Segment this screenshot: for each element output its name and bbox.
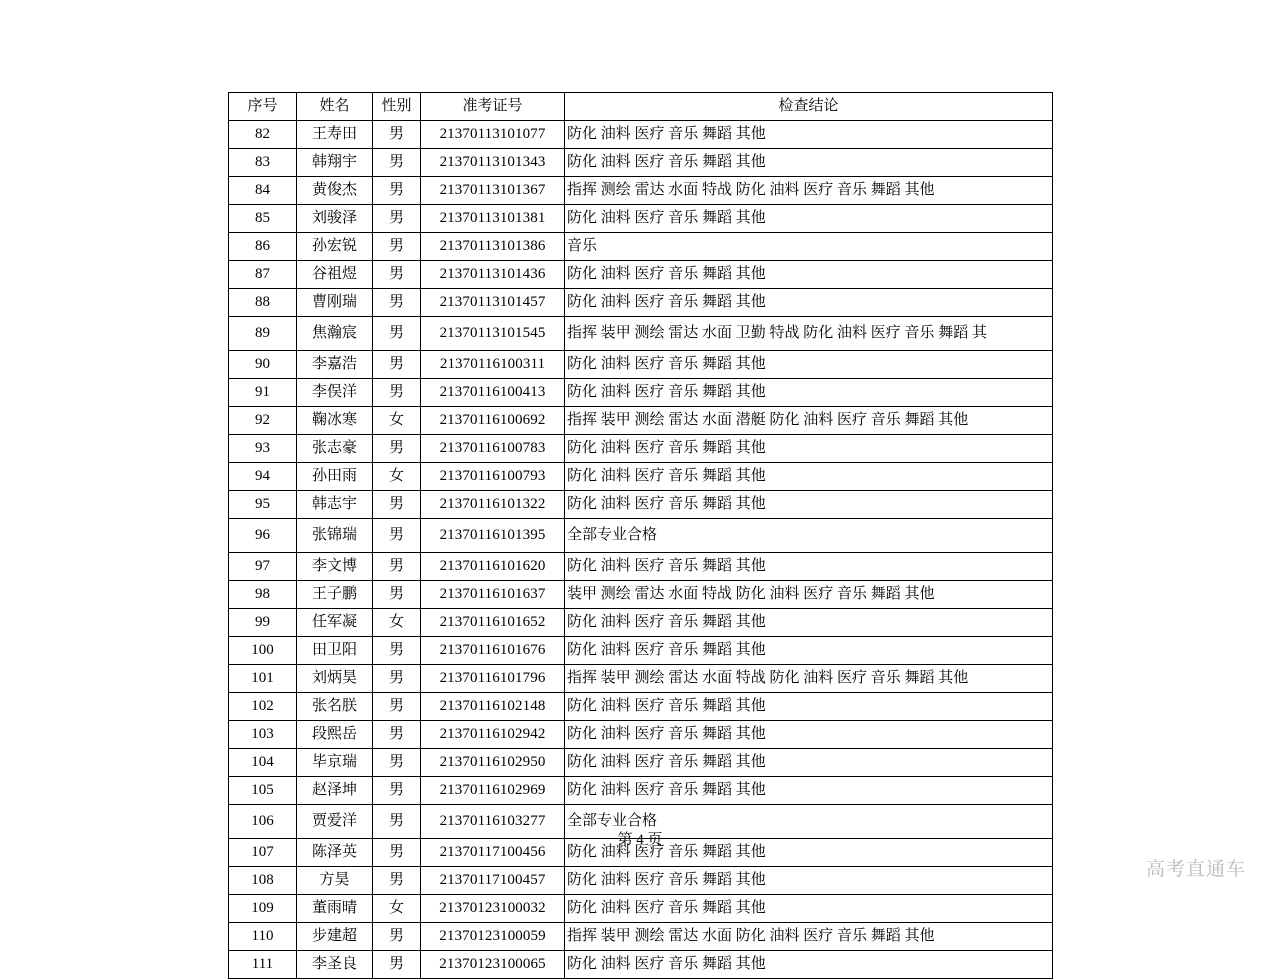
table-row [229, 777, 1053, 805]
cell-name: 张志豪 [297, 435, 373, 463]
cell-name: 李嘉浩 [297, 351, 373, 379]
cell-sex: 男 [373, 951, 421, 979]
cell-name: 黄俊杰 [297, 177, 373, 205]
table-row [229, 749, 1053, 777]
cell-ticket: 21370117100456 [421, 839, 565, 867]
cell-ticket: 21370113101436 [421, 261, 565, 289]
table-row [229, 379, 1053, 407]
cell-sex: 女 [373, 463, 421, 491]
cell-conclusion: 防化 油料 医疗 音乐 舞蹈 其他 [565, 289, 1053, 317]
cell-sex: 男 [373, 435, 421, 463]
cell-conclusion: 防化 油料 医疗 音乐 舞蹈 其他 [565, 379, 1053, 407]
cell-conclusion: 防化 油料 医疗 音乐 舞蹈 其他 [565, 261, 1053, 289]
cell-name: 段熙岳 [297, 721, 373, 749]
cell-index: 92 [229, 407, 297, 435]
cell-ticket: 21370116101620 [421, 553, 565, 581]
cell-conclusion: 防化 油料 医疗 音乐 舞蹈 其他 [565, 693, 1053, 721]
cell-name: 韩志宇 [297, 491, 373, 519]
column-header-conclusion: 检查结论 [565, 93, 1053, 121]
cell-sex: 男 [373, 519, 421, 553]
cell-ticket: 21370116100311 [421, 351, 565, 379]
table-row [229, 895, 1053, 923]
table-row [229, 261, 1053, 289]
cell-name: 步建超 [297, 923, 373, 951]
table-row [229, 693, 1053, 721]
cell-name: 方昊 [297, 867, 373, 895]
cell-ticket: 21370116102942 [421, 721, 565, 749]
cell-name: 曹刚瑞 [297, 289, 373, 317]
cell-conclusion: 防化 油料 医疗 音乐 舞蹈 其他 [565, 435, 1053, 463]
table-row [229, 637, 1053, 665]
cell-sex: 男 [373, 721, 421, 749]
cell-name: 刘骏泽 [297, 205, 373, 233]
cell-name: 毕京瑞 [297, 749, 373, 777]
cell-index: 97 [229, 553, 297, 581]
cell-sex: 男 [373, 805, 421, 839]
cell-sex: 男 [373, 637, 421, 665]
cell-index: 88 [229, 289, 297, 317]
cell-sex: 男 [373, 379, 421, 407]
cell-ticket: 21370116102969 [421, 777, 565, 805]
cell-sex: 男 [373, 149, 421, 177]
cell-name: 李圣良 [297, 951, 373, 979]
cell-name: 刘炳昊 [297, 665, 373, 693]
cell-conclusion: 防化 油料 医疗 音乐 舞蹈 其他 [565, 351, 1053, 379]
table-row [229, 121, 1053, 149]
table-row [229, 407, 1053, 435]
cell-ticket: 21370113101545 [421, 317, 565, 351]
cell-sex: 女 [373, 407, 421, 435]
watermark-text: 高考直通车 [1145, 859, 1246, 880]
cell-name: 赵泽坤 [297, 777, 373, 805]
cell-conclusion: 指挥 测绘 雷达 水面 特战 防化 油料 医疗 音乐 舞蹈 其他 [565, 177, 1053, 205]
column-header-ticket: 准考证号 [421, 93, 565, 121]
cell-index: 87 [229, 261, 297, 289]
cell-name: 张锦瑞 [297, 519, 373, 553]
table-header [229, 93, 1053, 121]
cell-ticket: 21370123100032 [421, 895, 565, 923]
column-header-name: 姓名 [297, 93, 373, 121]
cell-sex: 男 [373, 581, 421, 609]
cell-conclusion: 指挥 装甲 测绘 雷达 水面 防化 油料 医疗 音乐 舞蹈 其他 [565, 923, 1053, 951]
cell-name: 任军凝 [297, 609, 373, 637]
cell-name: 王寿田 [297, 121, 373, 149]
cell-sex: 男 [373, 665, 421, 693]
column-header-index: 序号 [229, 93, 297, 121]
cell-conclusion: 指挥 装甲 测绘 雷达 水面 潜艇 防化 油料 医疗 音乐 舞蹈 其他 [565, 407, 1053, 435]
cell-name: 孙田雨 [297, 463, 373, 491]
cell-index: 100 [229, 637, 297, 665]
cell-sex: 男 [373, 289, 421, 317]
cell-conclusion: 音乐 [565, 233, 1053, 261]
cell-conclusion: 防化 油料 医疗 音乐 舞蹈 其他 [565, 839, 1053, 867]
cell-sex: 男 [373, 777, 421, 805]
cell-index: 94 [229, 463, 297, 491]
cell-conclusion: 防化 油料 医疗 音乐 舞蹈 其他 [565, 553, 1053, 581]
cell-index: 95 [229, 491, 297, 519]
cell-ticket: 21370117100457 [421, 867, 565, 895]
table-row [229, 581, 1053, 609]
cell-index: 111 [229, 951, 297, 979]
table-row [229, 435, 1053, 463]
cell-conclusion: 防化 油料 医疗 音乐 舞蹈 其他 [565, 777, 1053, 805]
cell-sex: 男 [373, 205, 421, 233]
cell-name: 张名朕 [297, 693, 373, 721]
cell-conclusion: 防化 油料 医疗 音乐 舞蹈 其他 [565, 951, 1053, 979]
table-row [229, 609, 1053, 637]
table-row [229, 289, 1053, 317]
table-row [229, 665, 1053, 693]
cell-conclusion: 防化 油料 医疗 音乐 舞蹈 其他 [565, 491, 1053, 519]
column-header-sex: 性别 [373, 93, 421, 121]
cell-index: 104 [229, 749, 297, 777]
cell-index: 107 [229, 839, 297, 867]
cell-conclusion: 防化 油料 医疗 音乐 舞蹈 其他 [565, 749, 1053, 777]
cell-name: 王子鹏 [297, 581, 373, 609]
cell-name: 鞠冰寒 [297, 407, 373, 435]
cell-ticket: 21370116102950 [421, 749, 565, 777]
cell-conclusion: 装甲 测绘 雷达 水面 特战 防化 油料 医疗 音乐 舞蹈 其他 [565, 581, 1053, 609]
cell-name: 李文博 [297, 553, 373, 581]
cell-index: 89 [229, 317, 297, 351]
cell-index: 83 [229, 149, 297, 177]
cell-index: 96 [229, 519, 297, 553]
cell-ticket: 21370113101343 [421, 149, 565, 177]
table-header-row [229, 93, 1053, 121]
table-row [229, 317, 1053, 351]
cell-index: 90 [229, 351, 297, 379]
cell-name: 孙宏锐 [297, 233, 373, 261]
cell-index: 84 [229, 177, 297, 205]
page-footer [0, 828, 1280, 849]
cell-ticket: 21370113101367 [421, 177, 565, 205]
table-row [229, 233, 1053, 261]
table-row [229, 177, 1053, 205]
cell-conclusion: 防化 油料 医疗 音乐 舞蹈 其他 [565, 121, 1053, 149]
table-row [229, 463, 1053, 491]
cell-sex: 男 [373, 121, 421, 149]
cell-name: 谷祖煜 [297, 261, 373, 289]
cell-index: 93 [229, 435, 297, 463]
cell-index: 106 [229, 805, 297, 839]
table-row [229, 519, 1053, 553]
table-row [229, 951, 1053, 979]
cell-sex: 女 [373, 895, 421, 923]
table-row [229, 205, 1053, 233]
cell-conclusion: 防化 油料 医疗 音乐 舞蹈 其他 [565, 609, 1053, 637]
table-row [229, 923, 1053, 951]
cell-index: 108 [229, 867, 297, 895]
cell-name: 韩翔宇 [297, 149, 373, 177]
cell-index: 110 [229, 923, 297, 951]
cell-conclusion: 防化 油料 医疗 音乐 舞蹈 其他 [565, 867, 1053, 895]
cell-ticket: 21370116101676 [421, 637, 565, 665]
cell-ticket: 21370116100793 [421, 463, 565, 491]
cell-ticket: 21370113101386 [421, 233, 565, 261]
page-number-label: 第 4 页 [617, 832, 663, 848]
cell-conclusion: 防化 油料 医疗 音乐 舞蹈 其他 [565, 895, 1053, 923]
cell-index: 101 [229, 665, 297, 693]
cell-index: 99 [229, 609, 297, 637]
cell-conclusion: 防化 油料 医疗 音乐 舞蹈 其他 [565, 721, 1053, 749]
cell-sex: 男 [373, 749, 421, 777]
cell-index: 103 [229, 721, 297, 749]
cell-name: 焦瀚宸 [297, 317, 373, 351]
cell-name: 田卫阳 [297, 637, 373, 665]
cell-sex: 男 [373, 351, 421, 379]
cell-index: 85 [229, 205, 297, 233]
cell-name: 李俣洋 [297, 379, 373, 407]
cell-index: 86 [229, 233, 297, 261]
cell-sex: 男 [373, 553, 421, 581]
cell-sex: 男 [373, 491, 421, 519]
cell-conclusion: 防化 油料 医疗 音乐 舞蹈 其他 [565, 205, 1053, 233]
cell-ticket: 21370116100692 [421, 407, 565, 435]
cell-sex: 男 [373, 261, 421, 289]
cell-ticket: 21370123100059 [421, 923, 565, 951]
cell-ticket: 21370113101077 [421, 121, 565, 149]
cell-sex: 男 [373, 233, 421, 261]
cell-ticket: 21370116100783 [421, 435, 565, 463]
cell-sex: 男 [373, 839, 421, 867]
table-row [229, 867, 1053, 895]
cell-index: 98 [229, 581, 297, 609]
table-body [229, 121, 1053, 979]
cell-ticket: 21370123100065 [421, 951, 565, 979]
cell-sex: 男 [373, 317, 421, 351]
cell-conclusion: 防化 油料 医疗 音乐 舞蹈 其他 [565, 149, 1053, 177]
cell-ticket: 21370113101381 [421, 205, 565, 233]
cell-name: 董雨晴 [297, 895, 373, 923]
cell-conclusion: 全部专业合格 [565, 519, 1053, 553]
cell-sex: 男 [373, 177, 421, 205]
cell-index: 105 [229, 777, 297, 805]
table-row [229, 491, 1053, 519]
table-row [229, 351, 1053, 379]
cell-conclusion: 防化 油料 医疗 音乐 舞蹈 其他 [565, 463, 1053, 491]
cell-name: 陈泽英 [297, 839, 373, 867]
cell-index: 91 [229, 379, 297, 407]
cell-conclusion: 指挥 装甲 测绘 雷达 水面 特战 防化 油料 医疗 音乐 舞蹈 其他 [565, 665, 1053, 693]
cell-sex: 女 [373, 609, 421, 637]
cell-ticket: 21370116100413 [421, 379, 565, 407]
cell-conclusion: 指挥 装甲 测绘 雷达 水面 卫勤 特战 防化 油料 医疗 音乐 舞蹈 其 [565, 317, 1053, 351]
cell-conclusion: 防化 油料 医疗 音乐 舞蹈 其他 [565, 637, 1053, 665]
cell-sex: 男 [373, 693, 421, 721]
cell-sex: 男 [373, 867, 421, 895]
cell-ticket: 21370116101637 [421, 581, 565, 609]
cell-ticket: 21370116101796 [421, 665, 565, 693]
cell-index: 82 [229, 121, 297, 149]
cell-ticket: 21370116101395 [421, 519, 565, 553]
cell-index: 109 [229, 895, 297, 923]
cell-ticket: 21370116101652 [421, 609, 565, 637]
cell-ticket: 21370113101457 [421, 289, 565, 317]
cell-sex: 男 [373, 923, 421, 951]
cell-ticket: 21370116103277 [421, 805, 565, 839]
cell-ticket: 21370116101322 [421, 491, 565, 519]
table-row [229, 149, 1053, 177]
cell-name: 贾爱洋 [297, 805, 373, 839]
cell-conclusion: 全部专业合格 [565, 805, 1053, 839]
cell-ticket: 21370116102148 [421, 693, 565, 721]
table-row [229, 553, 1053, 581]
table-row [229, 721, 1053, 749]
cell-index: 102 [229, 693, 297, 721]
